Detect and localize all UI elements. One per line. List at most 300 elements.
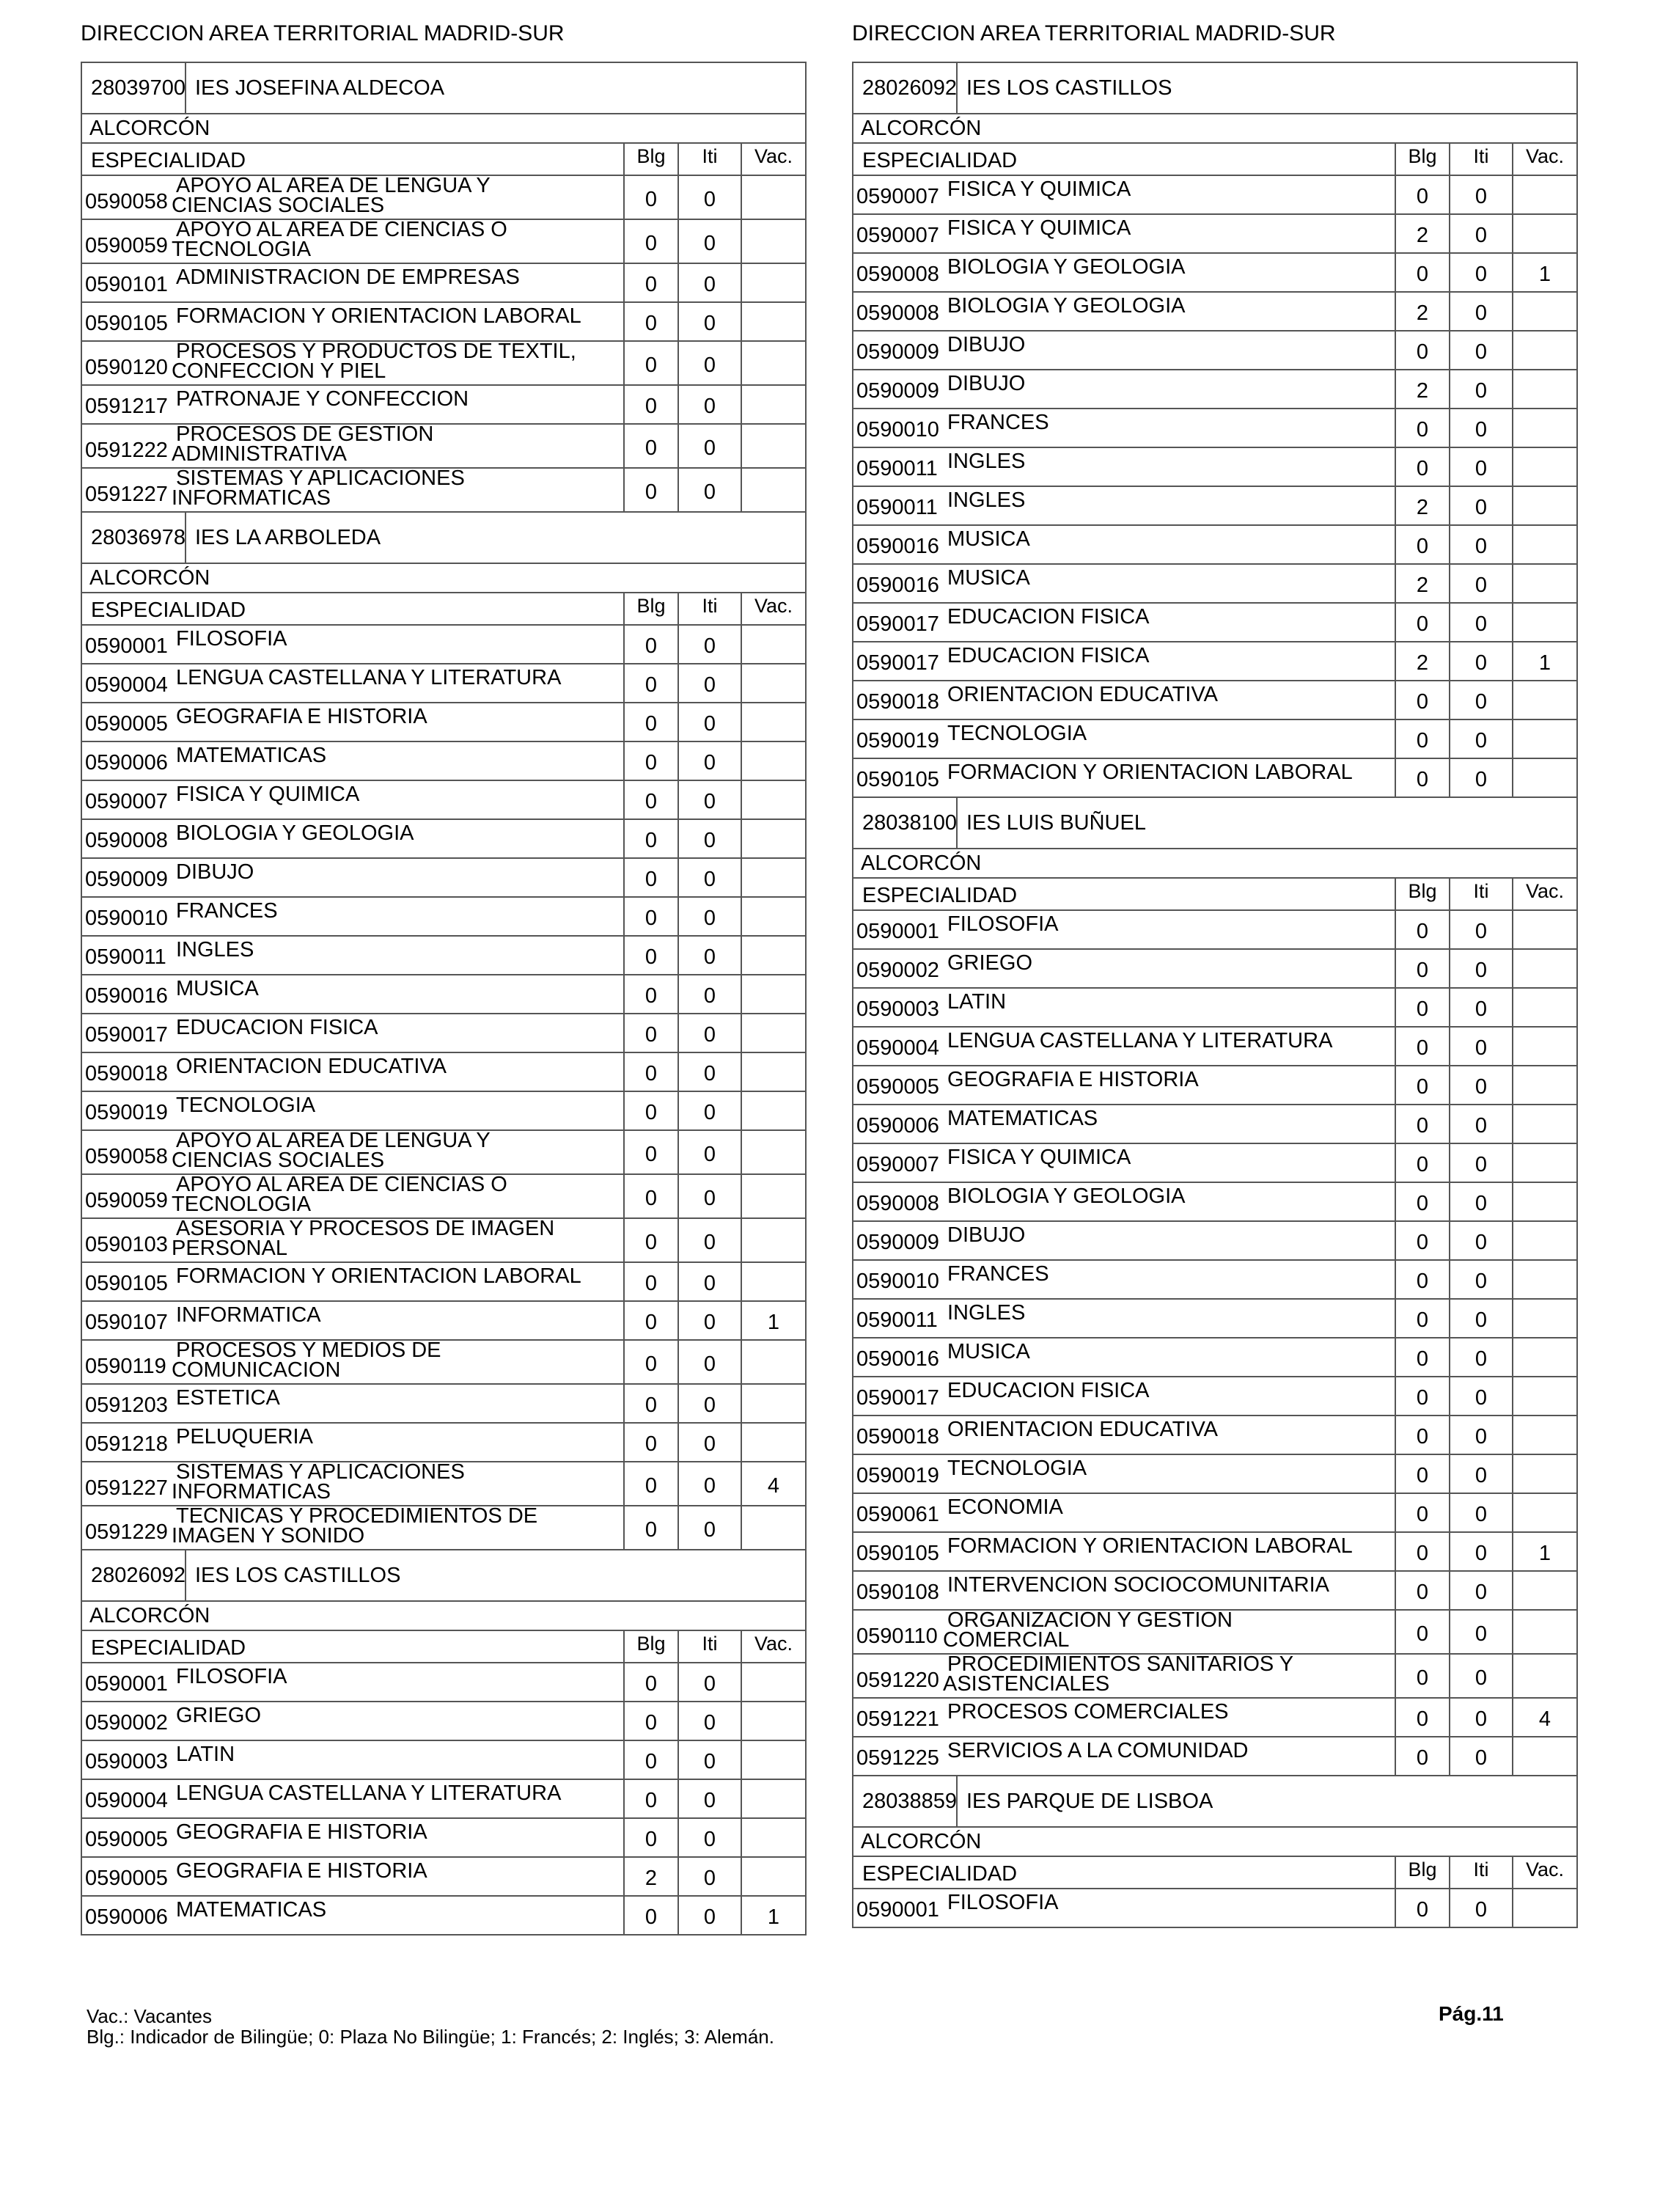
specialty-name — [947, 1575, 1329, 1595]
specialty-name — [947, 1264, 1049, 1284]
vac-value — [741, 1341, 805, 1383]
specialty-name-line: LENGUA CASTELLANA Y LITERATURA — [947, 1029, 1333, 1052]
specialty-code: 0590016 — [856, 535, 939, 558]
specialty-name-line: PELUQUERIA — [176, 1425, 313, 1449]
specialty-name — [176, 745, 326, 766]
iti-value: 0 — [1449, 332, 1512, 369]
vac-value — [1512, 409, 1576, 447]
blg-value: 0 — [623, 742, 677, 780]
vac-value — [1512, 565, 1576, 602]
blg-value: 0 — [623, 1014, 677, 1052]
vac-value — [1512, 1338, 1576, 1376]
table-row — [82, 1858, 805, 1897]
specialty-name-line: CONFECCION Y PIEL — [172, 359, 386, 383]
specialty-name — [176, 978, 259, 999]
table-row — [853, 1533, 1576, 1572]
table-row — [853, 720, 1576, 759]
vac-value — [741, 176, 805, 219]
specialty-code: 0590017 — [856, 651, 939, 675]
specialty-name-line: TECNICAS Y PROCEDIMIENTOS DE — [176, 1506, 538, 1528]
vac-value — [741, 742, 805, 780]
table-row — [82, 1780, 805, 1819]
specialty-name-line: APOYO AL AREA DE CIENCIAS O — [176, 1175, 507, 1196]
table-row — [82, 1741, 805, 1780]
specialty-name — [947, 1225, 1025, 1245]
specialty-code: 0590108 — [856, 1581, 939, 1604]
specialty-code: 0590011 — [856, 1308, 938, 1332]
iti-value: 0 — [677, 1014, 741, 1052]
vac-header: Vac. — [1512, 1857, 1576, 1888]
iti-value: 0 — [1449, 409, 1512, 447]
specialty-name-line: ADMINISTRACION DE EMPRESAS — [176, 265, 520, 289]
column-header-row — [82, 1631, 805, 1663]
iti-value: 0 — [1449, 1183, 1512, 1220]
blg-value: 0 — [623, 469, 677, 511]
table-row — [82, 1385, 805, 1424]
blg-value: 0 — [623, 342, 677, 384]
specialty-code: 0590008 — [856, 263, 939, 286]
specialty-cell — [853, 1699, 1395, 1736]
blg-value: 0 — [1395, 332, 1449, 369]
vac-value — [1512, 1105, 1576, 1143]
vac-value — [1512, 1222, 1576, 1259]
specialty-cell — [82, 469, 623, 511]
specialty-name — [172, 220, 507, 261]
specialty-cell — [853, 1066, 1395, 1104]
blg-value: 0 — [623, 1780, 677, 1817]
specialty-cell — [853, 215, 1395, 252]
specialty-name-line: INGLES — [947, 488, 1026, 512]
blg-value: 0 — [623, 1175, 677, 1217]
especialidad-header: ESPECIALIDAD — [862, 1862, 1018, 1886]
iti-value: 0 — [1449, 526, 1512, 563]
specialty-code: 0590010 — [856, 418, 939, 442]
right-header: DIRECCION AREA TERRITORIAL MADRID-SUR — [852, 21, 1336, 45]
especialidad-header: ESPECIALIDAD — [91, 1636, 246, 1660]
specialty-cell — [853, 1222, 1395, 1259]
iti-value: 0 — [1449, 1066, 1512, 1104]
specialty-cell — [853, 1737, 1395, 1775]
specialty-cell — [853, 1455, 1395, 1493]
specialty-name-line: CIENCIAS SOCIALES — [172, 1149, 385, 1172]
table-row — [82, 742, 805, 781]
table-row — [853, 1611, 1576, 1655]
iti-value: 0 — [677, 1131, 741, 1173]
city-row: ALCORCÓN — [82, 564, 805, 593]
specialty-cell — [82, 1385, 623, 1422]
specialty-code: 0591203 — [85, 1394, 168, 1417]
specialty-code: 0590008 — [856, 301, 939, 325]
specialty-code: 0590009 — [85, 868, 168, 891]
specialty-name-line: FORMACION Y ORIENTACION LABORAL — [176, 1264, 581, 1288]
iti-value: 0 — [677, 1858, 741, 1895]
specialty-cell — [853, 1261, 1395, 1298]
table-row — [82, 1702, 805, 1741]
specialty-code: 0590010 — [85, 907, 168, 930]
iti-header: Iti — [677, 1631, 741, 1662]
vac-value — [1512, 370, 1576, 408]
blg-value: 0 — [1395, 1144, 1449, 1182]
specialty-cell — [82, 1506, 623, 1549]
blg-value: 0 — [1395, 1261, 1449, 1298]
school-name: IES LUIS BUÑUEL — [966, 810, 1146, 835]
vac-value — [741, 859, 805, 896]
blg-header: Blg — [1395, 879, 1449, 909]
specialty-cell — [82, 742, 623, 780]
specialty-cell — [82, 1702, 623, 1740]
iti-value: 0 — [1449, 989, 1512, 1026]
specialty-code: 0590105 — [856, 768, 939, 791]
table-row — [853, 1889, 1576, 1928]
specialty-name — [172, 1131, 491, 1172]
vac-value — [1512, 332, 1576, 369]
blg-value: 0 — [623, 386, 677, 423]
specialty-code: 0590019 — [856, 729, 939, 752]
right-table — [852, 62, 1578, 1928]
specialty-name — [176, 667, 561, 688]
iti-value: 0 — [677, 1175, 741, 1217]
table-row — [82, 1462, 805, 1506]
specialty-name-line: ORIENTACION EDUCATIVA — [176, 1055, 447, 1078]
specialty-cell — [853, 254, 1395, 291]
vac-value — [1512, 1300, 1576, 1337]
iti-header: Iti — [677, 144, 741, 175]
blg-value: 0 — [1395, 1611, 1449, 1653]
blg-header: Blg — [623, 1631, 677, 1662]
table-row — [853, 1183, 1576, 1222]
specialty-name — [176, 267, 520, 288]
specialty-name-line: FORMACION Y ORIENTACION LABORAL — [947, 761, 1353, 784]
specialty-name — [176, 1783, 561, 1803]
specialty-cell — [853, 1300, 1395, 1337]
iti-value: 0 — [1449, 176, 1512, 213]
table-row — [853, 215, 1576, 254]
specialty-code: 0590017 — [85, 1023, 168, 1047]
specialty-name — [176, 901, 278, 921]
iti-value: 0 — [1449, 1494, 1512, 1531]
blg-value: 0 — [1395, 409, 1449, 447]
vac-value — [741, 469, 805, 511]
specialty-cell — [853, 1028, 1395, 1065]
vac-value — [1512, 1416, 1576, 1454]
specialty-cell — [82, 1131, 623, 1173]
specialty-name — [176, 306, 581, 326]
vac-header: Vac. — [741, 1631, 805, 1662]
specialty-name — [176, 1666, 287, 1687]
specialty-name — [947, 1458, 1087, 1479]
specialty-code: 0590003 — [856, 997, 939, 1021]
blg-value: 0 — [623, 1424, 677, 1461]
specialty-name — [947, 723, 1087, 744]
specialty-name-line: FISICA Y QUIMICA — [947, 216, 1131, 240]
vac-value — [1512, 1889, 1576, 1927]
blg-value: 0 — [1395, 989, 1449, 1026]
specialty-name-line: GRIEGO — [176, 1704, 262, 1727]
specialty-cell — [82, 1462, 623, 1505]
specialty-name-line: FISICA Y QUIMICA — [947, 1146, 1131, 1169]
specialty-name — [172, 1506, 538, 1548]
table-row — [82, 1131, 805, 1175]
specialty-code: 0590010 — [856, 1270, 939, 1293]
vac-value: 4 — [741, 1462, 805, 1505]
specialty-code: 0591221 — [856, 1707, 939, 1731]
specialty-name — [947, 1497, 1063, 1517]
school-name: IES LOS CASTILLOS — [195, 1563, 401, 1587]
specialty-cell — [82, 425, 623, 467]
blg-value: 0 — [1395, 1222, 1449, 1259]
specialty-name — [947, 1303, 1025, 1323]
iti-value: 0 — [677, 425, 741, 467]
table-row — [853, 681, 1576, 720]
table-row — [853, 448, 1576, 487]
iti-value: 0 — [677, 820, 741, 857]
specialty-name-line: COMUNICACION — [172, 1358, 341, 1382]
specialty-cell — [82, 1219, 623, 1261]
specialty-name — [176, 784, 359, 805]
specialty-cell — [853, 1572, 1395, 1609]
specialty-name — [947, 992, 1006, 1012]
specialty-name — [947, 179, 1131, 199]
specialty-code: 0590059 — [85, 234, 168, 257]
specialty-code: 0590001 — [85, 634, 168, 658]
iti-value: 0 — [1449, 950, 1512, 987]
specialty-code: 0590007 — [856, 224, 939, 247]
specialty-code: 0590059 — [85, 1189, 168, 1212]
blg-value: 2 — [1395, 293, 1449, 330]
specialty-name — [176, 1861, 427, 1881]
table-row — [853, 759, 1576, 798]
blg-value: 0 — [1395, 1416, 1449, 1454]
specialty-cell — [853, 1655, 1395, 1697]
specialty-code: 0590007 — [856, 185, 939, 208]
vac-value — [741, 626, 805, 663]
specialty-cell — [853, 1377, 1395, 1415]
iti-value: 0 — [677, 264, 741, 301]
iti-value: 0 — [677, 1897, 741, 1934]
specialty-name-line: APOYO AL AREA DE CIENCIAS O — [176, 220, 507, 241]
table-row — [853, 565, 1576, 604]
blg-value: 0 — [1395, 176, 1449, 213]
specialty-cell — [82, 1263, 623, 1300]
iti-header: Iti — [1449, 879, 1512, 909]
right-column — [852, 21, 1578, 1928]
specialty-code: 0590006 — [85, 1905, 168, 1929]
iti-value: 0 — [1449, 215, 1512, 252]
iti-value: 0 — [677, 1302, 741, 1339]
specialty-cell — [853, 565, 1395, 602]
specialty-name — [176, 1822, 427, 1842]
column-header-row — [82, 144, 805, 176]
specialty-name-line: PROCESOS COMERCIALES — [947, 1700, 1229, 1724]
iti-value: 0 — [677, 1385, 741, 1422]
specialty-name — [176, 1900, 326, 1920]
specialty-name-line: MATEMATICAS — [176, 1898, 327, 1922]
specialty-code: 0590101 — [85, 273, 168, 296]
blg-value: 0 — [623, 1702, 677, 1740]
specialty-name-line: INGLES — [947, 1301, 1026, 1325]
iti-value: 0 — [1449, 642, 1512, 680]
specialty-name — [947, 334, 1025, 355]
column-header-row — [853, 1857, 1576, 1889]
specialty-cell — [853, 293, 1395, 330]
specialty-name — [947, 568, 1030, 588]
specialty-name-line: FORMACION Y ORIENTACION LABORAL — [176, 304, 581, 328]
iti-value: 0 — [677, 1819, 741, 1856]
specialty-cell — [82, 1175, 623, 1217]
table-row — [82, 342, 805, 386]
specialty-name-line: DIBUJO — [947, 1223, 1026, 1247]
table-row — [853, 1105, 1576, 1144]
blg-value: 0 — [1395, 526, 1449, 563]
specialty-name — [947, 412, 1049, 433]
specialty-name-line: LATIN — [947, 990, 1007, 1014]
table-row — [853, 526, 1576, 565]
specialty-name — [943, 1655, 1294, 1696]
vac-value — [1512, 1377, 1576, 1415]
vac-value — [741, 975, 805, 1013]
vac-value — [741, 1819, 805, 1856]
iti-value: 0 — [1449, 911, 1512, 948]
iti-value: 0 — [677, 898, 741, 935]
blg-value: 0 — [1395, 1105, 1449, 1143]
specialty-cell — [853, 176, 1395, 213]
table-row — [82, 1053, 805, 1092]
vac-value: 1 — [1512, 1533, 1576, 1570]
blg-value: 0 — [1395, 950, 1449, 987]
specialty-name-line: PROCESOS DE GESTION — [176, 425, 434, 446]
blg-value: 0 — [1395, 681, 1449, 719]
vac-value — [1512, 950, 1576, 987]
specialty-cell — [82, 1014, 623, 1052]
blg-value: 0 — [623, 425, 677, 467]
iti-value: 0 — [1449, 1737, 1512, 1775]
specialty-cell — [853, 448, 1395, 486]
iti-value: 0 — [1449, 1222, 1512, 1259]
table-row — [82, 1302, 805, 1341]
blg-value: 2 — [1395, 370, 1449, 408]
specialty-code: 0590018 — [856, 1425, 939, 1449]
vac-value — [741, 664, 805, 702]
specialty-name — [947, 1536, 1353, 1556]
vac-value — [741, 342, 805, 384]
specialty-cell — [82, 1341, 623, 1383]
vac-value: 1 — [1512, 642, 1576, 680]
specialty-name-line: SISTEMAS Y APLICACIONES — [176, 1462, 465, 1484]
specialty-name-line: INFORMATICAS — [172, 1480, 331, 1504]
iti-value: 0 — [677, 1780, 741, 1817]
blg-value: 0 — [623, 220, 677, 263]
specialty-code: 0590017 — [856, 612, 939, 636]
table-row — [82, 1219, 805, 1263]
table-row — [82, 703, 805, 742]
specialty-cell — [853, 409, 1395, 447]
column-header-row — [82, 593, 805, 626]
vac-value — [1512, 1066, 1576, 1104]
table-row — [853, 1028, 1576, 1066]
specialty-cell — [82, 303, 623, 340]
specialty-code: 0590003 — [85, 1750, 168, 1773]
vac-value — [1512, 1737, 1576, 1775]
iti-value: 0 — [677, 1219, 741, 1261]
specialty-code: 0590058 — [85, 190, 168, 213]
specialty-name — [947, 218, 1131, 238]
vac-value — [1512, 1494, 1576, 1531]
iti-value: 0 — [1449, 565, 1512, 602]
vac-value — [1512, 448, 1576, 486]
specialty-code: 0591220 — [856, 1669, 939, 1692]
blg-value: 2 — [1395, 565, 1449, 602]
specialty-name-line: GRIEGO — [947, 951, 1033, 975]
specialty-cell — [82, 820, 623, 857]
iti-value: 0 — [1449, 759, 1512, 796]
blg-value: 0 — [623, 1341, 677, 1383]
table-row — [82, 1506, 805, 1550]
table-row — [82, 1092, 805, 1131]
specialty-name-line: IMAGEN Y SONIDO — [172, 1524, 365, 1548]
blg-value: 0 — [1395, 1533, 1449, 1570]
iti-value: 0 — [677, 303, 741, 340]
specialty-name-line: LATIN — [176, 1743, 235, 1766]
vac-value — [741, 820, 805, 857]
specialty-name-line: PROCESOS Y MEDIOS DE — [176, 1341, 441, 1362]
blg-value: 0 — [623, 781, 677, 818]
specialty-code: 0590105 — [856, 1542, 939, 1565]
school-row — [82, 513, 805, 564]
especialidad-header: ESPECIALIDAD — [862, 149, 1018, 172]
specialty-cell — [82, 342, 623, 384]
blg-header: Blg — [1395, 1857, 1449, 1888]
blg-value: 2 — [1395, 642, 1449, 680]
table-row — [82, 1341, 805, 1385]
specialty-code: 0590107 — [85, 1311, 168, 1334]
vac-value — [1512, 1261, 1576, 1298]
iti-value: 0 — [677, 937, 741, 974]
specialty-name-line: FILOSOFIA — [176, 627, 287, 651]
table-row — [82, 220, 805, 264]
specialty-name — [947, 1186, 1186, 1206]
specialty-name-line: MUSICA — [947, 1340, 1030, 1363]
specialty-code: 0590001 — [85, 1672, 168, 1696]
table-row — [853, 604, 1576, 642]
blg-value: 0 — [1395, 911, 1449, 948]
specialty-cell — [82, 975, 623, 1013]
table-row — [82, 1663, 805, 1702]
specialty-name-line: FRANCES — [947, 411, 1049, 434]
specialty-code: 0590016 — [856, 574, 939, 597]
blg-value: 0 — [1395, 1028, 1449, 1065]
specialty-name-line: PATRONAJE Y CONFECCION — [176, 387, 469, 411]
school-code: 28026092 — [853, 63, 958, 113]
specialty-name-line: INTERVENCION SOCIOCOMUNITARIA — [947, 1573, 1329, 1597]
specialty-name-line: TECNOLOGIA — [172, 238, 312, 261]
iti-header: Iti — [677, 593, 741, 624]
specialty-cell — [82, 937, 623, 974]
vac-value — [741, 1506, 805, 1549]
iti-value: 0 — [1449, 1655, 1512, 1697]
vac-value — [1512, 215, 1576, 252]
specialty-code: 0591225 — [856, 1746, 939, 1770]
blg-value: 0 — [623, 1506, 677, 1549]
vac-value — [1512, 176, 1576, 213]
specialty-code: 0590103 — [85, 1233, 168, 1256]
iti-value: 0 — [677, 1092, 741, 1129]
table-row — [82, 820, 805, 859]
specialty-cell — [853, 604, 1395, 641]
iti-value: 0 — [677, 1663, 741, 1701]
iti-value: 0 — [677, 469, 741, 511]
specialty-name-line: APOYO AL AREA DE LENGUA Y — [176, 176, 491, 197]
blg-value: 0 — [1395, 1494, 1449, 1531]
